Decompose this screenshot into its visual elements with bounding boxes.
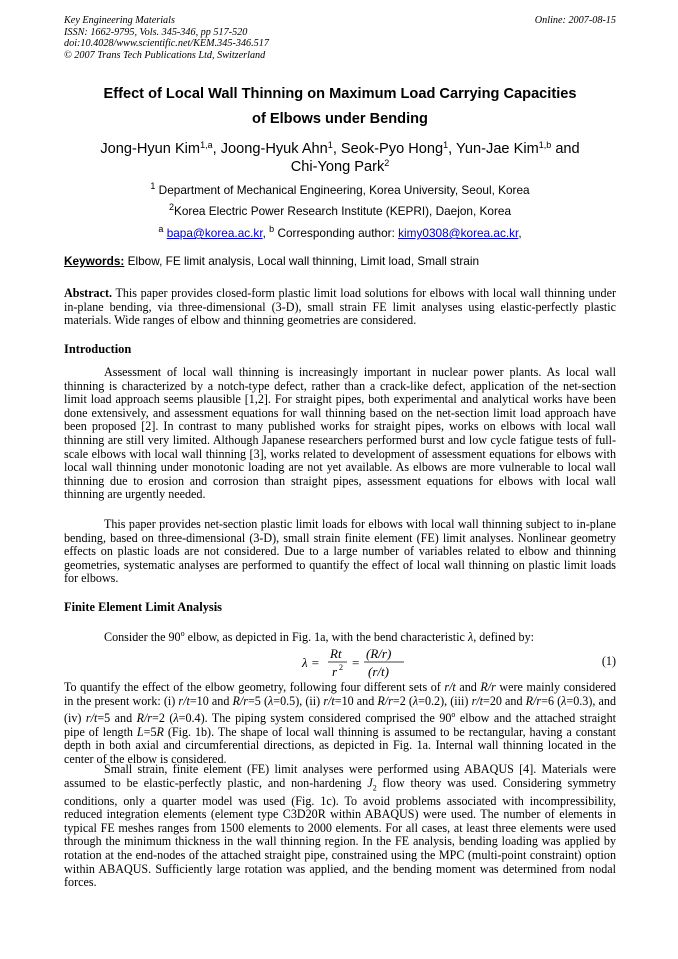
email-sup: b (269, 224, 275, 234)
section-heading-fe: Finite Element Limit Analysis (64, 600, 222, 614)
author-sup: 1,a (200, 140, 213, 150)
text-run: =2 ( (392, 693, 413, 708)
author-name: , Yun-Jae Kim (448, 141, 539, 157)
text-run: flow theory was used. Considering symmetry conditions, only a quarter model was used (Fig. 1c). To avoid problems associated with incompressibility, reduced integration elements (element type C3D20R within ABAQUS) were used. The number of elements in typical FE meshes ranges from 1500 elements to 2000 elements. For all cases, at least three elements were used through the minimum thickness in the wall thinning region. In the FE analysis, bending loading was applied by rotation at the end-nodes of the attached straight pipe, constrained using the MPC (multi-point constraint) option within ABAQUS. Sufficiently large rotation was applied, and the bending moment was determined from nodal forces. (64, 775, 616, 890)
journal-name: Key Engineering Materials (64, 15, 175, 26)
degree-sup: o (451, 710, 456, 720)
fe-paragraph-2 (64, 681, 616, 767)
online-date: Online: 2007-08-15 (534, 15, 616, 26)
text-run: =6 ( (541, 693, 562, 708)
var-rt: r/t (471, 693, 483, 708)
eq-den1-exp: 2 (339, 663, 343, 672)
equation-graphic (64, 645, 616, 681)
affiliation-sup: 2 (168, 202, 174, 212)
affiliation-2 (64, 204, 616, 218)
eq-den2: (r/t) (368, 664, 389, 679)
email-end: , (518, 226, 522, 240)
var-Rr: R/r (480, 680, 496, 694)
abstract (64, 287, 616, 328)
text-run: =10 and (189, 693, 233, 708)
affiliation-text: Department of Mechanical Engineering, Korea University, Seoul, Korea (155, 183, 530, 197)
author-sup: 2 (384, 158, 390, 168)
var-Rr: R/r (232, 693, 248, 708)
fe-paragraph-3 (64, 763, 616, 890)
copyright-line: © 2007 Trans Tech Publications Ltd, Switzerland (64, 49, 266, 61)
text-run: =2 ( (152, 711, 174, 726)
j-subscript: 2 (372, 783, 377, 792)
title-line-1: Effect of Local Wall Thinning on Maximum Load Carrying Capacities (103, 86, 577, 102)
text-run: =0.5), (ii) (273, 693, 324, 708)
affiliation-1 (64, 183, 616, 197)
degree-sup: o (180, 629, 185, 638)
author-and: and (551, 141, 580, 157)
var-rt: r/t (85, 711, 98, 726)
intro-paragraph-1: Assessment of local wall thinning is increasingly important in nuclear power plants. As local wall thinning is characterized by a notch-type defect, rather than a crack-like defect, application of the net-section limit load approach seems plausible [1,2]. For straight pipes, both experimental and analytical works have been done extensively, and assessment equations for wall thinning based on the net-section limit load approach have been proposed [2]. In contrast to many published works for straight pipes, works on elbows with local wall thinning are still very limited. Although Japanese researchers performed burst and low cycle fatigue tests of full-scale elbows with local wall thinning [3], works related to development of assessment equations for elbows with local wall thinning under monotonic loading are not yet available. As elbows are more vulnerable to local wall thinning due to erosion and corrosion than straight pipes, assessment equations for elbows with local wall thinning are urgently needed. (64, 365, 616, 502)
eq-lhs: λ = (302, 655, 320, 670)
text-run: =5 (143, 724, 157, 739)
title-line-2: of Elbows under Bending (252, 111, 428, 127)
var-Rr: R/r (377, 693, 393, 708)
email-line (64, 226, 616, 240)
author-name: Chi-Yong Park (290, 159, 385, 175)
email-sup: a (158, 224, 164, 234)
lambda-symbol: λ (467, 630, 474, 645)
author-list (64, 140, 616, 176)
text-run: elbow, as depicted in Fig. 1a, with the bend characteristic (184, 630, 468, 645)
eq-equals: = (352, 655, 360, 670)
text-run: were mainly considered in the present work: (i) (64, 680, 617, 708)
author-name: Jong-Hyun Kim (100, 141, 201, 157)
email-link-b[interactable]: kimy0308@korea.ac.kr (398, 226, 519, 240)
var-rt: r/t (323, 693, 335, 708)
text-run: =20 and (483, 693, 526, 708)
lambda-symbol: λ (268, 693, 274, 708)
text-run: and (455, 680, 481, 694)
text-run: , defined by: (473, 630, 534, 645)
var-rt: r/t (178, 693, 190, 708)
author-name: , Seok-Pyo Hong (332, 141, 444, 157)
author-sup: 1 (327, 140, 333, 150)
keywords-label: Keywords: (64, 254, 125, 268)
keywords-text: Elbow, FE limit analysis, Local wall thinning, Limit load, Small strain (124, 254, 480, 268)
text-run: =5 ( (247, 693, 269, 708)
equation-number: (1) (601, 654, 616, 668)
lambda-symbol: λ (412, 693, 419, 708)
eq-num1: Rt (330, 646, 342, 661)
author-sup: 1,b (538, 140, 552, 150)
text-run: =0.2), (iii) (418, 693, 472, 708)
var-L: L (136, 724, 144, 739)
text-run: elbow and the attached straight pipe of length (64, 711, 616, 739)
text-run: Small strain, finite element (FE) limit analyses were performed using ABAQUS [4]. Materials were assumed to be elastic-perfectly plastic, and non-hardening (64, 762, 616, 790)
email-link-a[interactable]: bapa@korea.ac.kr (166, 226, 263, 240)
lambda-symbol: λ (173, 711, 179, 726)
text-run: Consider the 90 (104, 630, 181, 645)
lambda-symbol: λ (561, 693, 567, 708)
equation-1 (64, 645, 616, 681)
var-J: J (367, 775, 373, 790)
section-heading-introduction: Introduction (64, 342, 132, 356)
text-run: =0.4). The piping system considered comprised the 90 (178, 711, 452, 726)
paper-title (64, 82, 616, 132)
email-separator: , (262, 226, 270, 240)
issn-line: ISSN: 1662-9795, Vols. 345-346, pp 517-520 (64, 26, 248, 38)
var-Rr: R/r (136, 711, 153, 726)
fe-paragraph-1 (64, 627, 616, 645)
intro-paragraph-2: This paper provides net-section plastic limit loads for elbows with local wall thinning subject to in-plane bending, based on three-dimensional (3-D), small strain finite element (FE) limit analyses. Nonlinear geometry effects on plastic loads are not considered. Due to a large number of variables related to elbow and thinning geometries, systematic analyses are performed to quantify the effect of local wall thinning on plastic limit loads for elbows. (64, 517, 616, 586)
var-R: R (156, 724, 164, 739)
text-run: =10 and (334, 693, 378, 708)
affiliation-text: Korea Electric Power Research Institute (KEPRI), Daejon, Korea (174, 204, 512, 218)
doi-line: doi:10.4028/www.scientific.net/KEM.345-346.517 (64, 38, 269, 50)
text-run: =5 and (97, 711, 137, 726)
abstract-text: This paper provides closed-form plastic limit load solutions for elbows with local wall thinning under in-plane bending, via three-dimensional (3-D), small strain FE limit analyses using elastic-perfectly plastic materials. Wide ranges of elbow and thinning geometries are considered. (64, 286, 616, 328)
var-rt: r/t (444, 680, 456, 694)
author-name: , Joong-Hyuk Ahn (212, 141, 328, 157)
text-run: =0.3), and (iv) (64, 693, 616, 726)
text-run: To quantify the effect of the elbow geometry, following four different sets of (64, 680, 445, 694)
corresponding-label: Corresponding author: (274, 226, 399, 240)
author-sup: 1 (443, 140, 449, 150)
text-run: (Fig. 1b). The shape of local wall thinning is assumed to be rectangular, having a constant depth in both axial and circumferential directions, as depicted in Fig. 1a. Internal wall thinning located in the center of the elbow is considered. (64, 724, 616, 766)
var-Rr: R/r (525, 693, 542, 708)
abstract-label: Abstract. (64, 286, 113, 300)
eq-num2: (R/r) (366, 646, 392, 661)
affiliation-sup: 1 (150, 181, 156, 191)
keywords (64, 254, 616, 268)
running-header (64, 15, 616, 61)
eq-den1: r (332, 664, 338, 679)
